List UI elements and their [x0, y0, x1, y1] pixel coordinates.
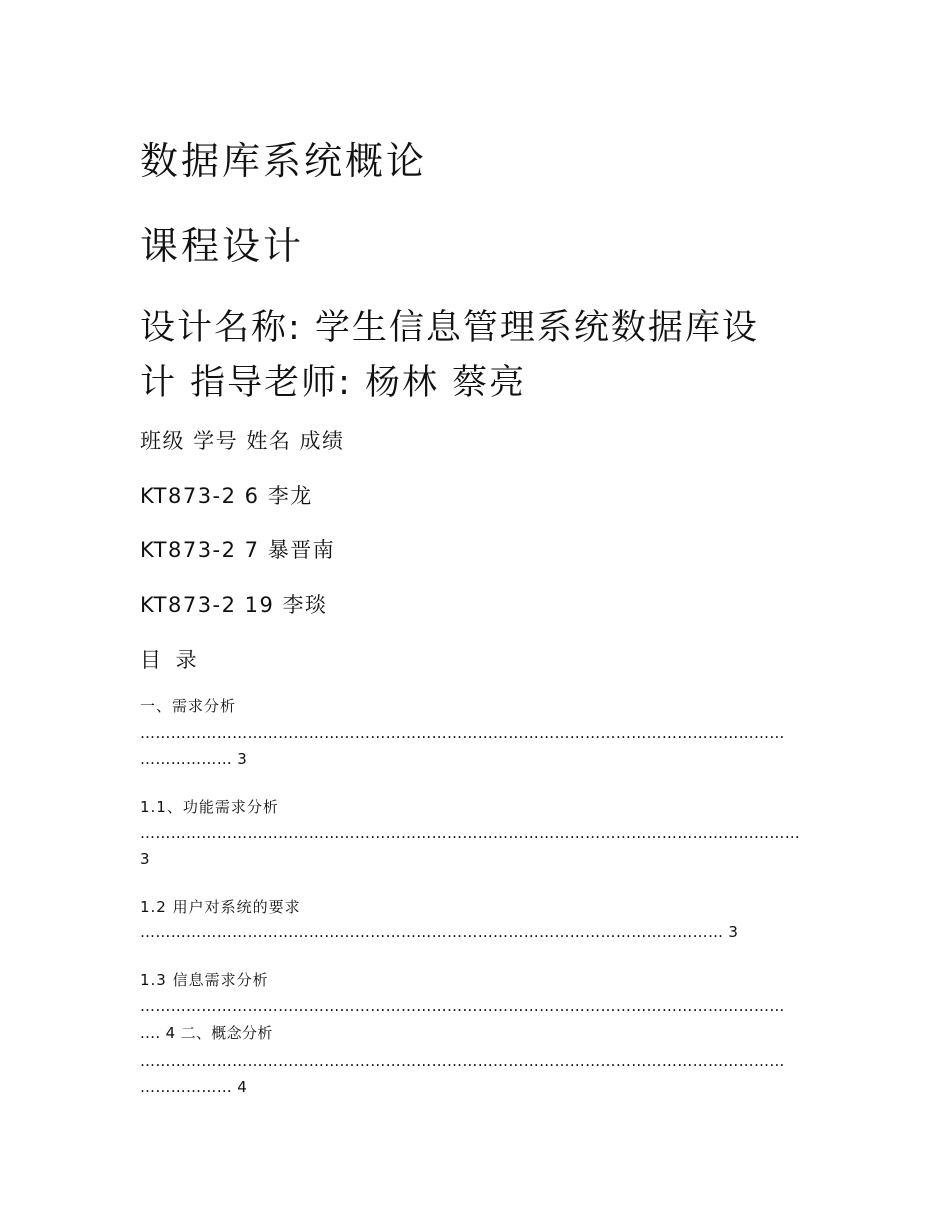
student-row: KT873-2 6 李龙: [140, 484, 313, 508]
toc-page-number: ……………… 4: [140, 1078, 248, 1096]
toc-entry-label: 一、需求分析: [140, 697, 237, 715]
toc-heading: 目 录: [140, 648, 201, 672]
toc-leader-dots: …………………………………………………………………………………………………… 3: [140, 923, 739, 941]
toc-leader-dots: ………………………………………………………………………………………………………………: [140, 724, 785, 742]
toc-leader-dots: …………………………………………………………………………………………………………………: [140, 824, 801, 842]
toc-page-number: ……………… 3: [140, 750, 248, 768]
advisor-line: 计 指导老师: 杨林 蔡亮: [140, 363, 527, 403]
toc-page-number: 3: [140, 850, 150, 868]
toc-entry-label: 1.2 用户对系统的要求: [140, 898, 301, 916]
toc-leader-dots: ………………………………………………………………………………………………………………: [140, 997, 785, 1015]
toc-leader-dots: ………………………………………………………………………………………………………………: [140, 1052, 785, 1070]
document-subtitle: 课程设计: [140, 224, 305, 268]
table-header: 班级 学号 姓名 成绩: [140, 429, 345, 453]
document-title: 数据库系统概论: [140, 139, 428, 183]
student-row: KT873-2 7 暴晋南: [140, 538, 336, 562]
toc-page-number: .... 4 二、概念分析: [140, 1024, 273, 1042]
design-name-line: 设计名称: 学生信息管理系统数据库设: [140, 308, 759, 348]
toc-entry-label: 1.1、功能需求分析: [140, 798, 279, 816]
student-row: KT873-2 19 李琰: [140, 593, 328, 617]
toc-entry-label: 1.3 信息需求分析: [140, 971, 269, 989]
